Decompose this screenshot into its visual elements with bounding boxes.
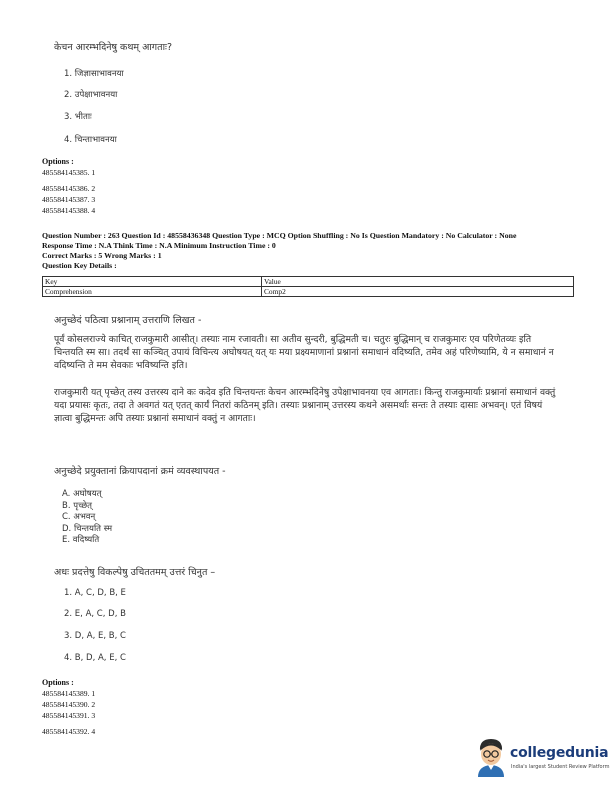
table-cell-key: Comprehension (43, 287, 262, 297)
table-header-key: Key (43, 277, 262, 287)
choice-3: 3. भीताः (64, 112, 92, 122)
meta-line-2: Response Time : N.A Think Time : N.A Minimum Instruction Time : 0 (42, 241, 276, 250)
logo-tagline: India's largest Student Review Platform (511, 764, 610, 770)
answer-choice-1: 1. A, C, D, B, E (64, 588, 126, 598)
table-header-value: Value (262, 277, 574, 287)
option-id-4: 485584145392. 4 (42, 727, 96, 736)
ordering-item-c: C. अभवन् (62, 512, 96, 522)
option-id-2: 485584145390. 2 (42, 700, 96, 709)
passage-instruction: अनुच्छेदं पठित्वा प्रश्नानाम् उत्तराणि लिखत - (54, 315, 202, 326)
option-id-3: 485584145391. 3 (42, 711, 96, 720)
answer-prompt: अधः प्रदत्तेषु विकल्पेषु उचिततमम् उत्तरं चिनुत – (54, 567, 216, 578)
passage-paragraph-2: राजकुमारी यत् पृच्छेत् तस्य उत्तरस्य दाने कः कदेव इति चिन्तयन्तः केचन आरम्भदिनेषु उपेक्षाभावनया एव आगताः। किन्तु राजकुमार्याः प्रश्नानां समाधानं वक्तुं यदा प्रयासः कृतः, तदा ते अवगतं यत् एतत् कार्यं नितरां कठिनम् इति। तस्याः प्रश्नानाम् उत्तरस्य कथने असमर्थाः सन्तः ते तस्याः दासाः अभवन्। एतं विषयं ज्ञात्वा बुद्धिमन्तः अपि तस्याः प्रश्नानां समाधानं वक्तुं न आगताः। (54, 387, 556, 424)
meta-line-1: Question Number : 263 Question Id : 48558436348 Question Type : MCQ Option Shuffling : No Is Question Mandatory : No Calculator : None (42, 231, 517, 240)
table-row (43, 277, 574, 287)
ordering-item-b: B. पृच्छेत् (62, 500, 92, 511)
options-label: Options : (42, 678, 74, 687)
student-mascot-icon (474, 737, 508, 777)
meta-line-3: Correct Marks : 5 Wrong Marks : 1 (42, 251, 162, 260)
table-row (43, 287, 574, 297)
choice-2: 2. उपेक्षाभावनया (64, 90, 118, 100)
ordering-list (62, 489, 112, 547)
answer-choice-2: 2. E, A, C, D, B (64, 609, 126, 619)
table-cell-value: Comp2 (262, 287, 574, 297)
choice-1: 1. जिज्ञासाभावनया (64, 69, 124, 79)
question-instruction: अनुच्छेदे प्रयुक्तानां क्रियापदानां क्रमं व्यवस्थापयत - (54, 466, 226, 477)
meta-line-4: Question Key Details : (42, 261, 117, 270)
option-id-4: 485584145388. 4 (42, 206, 96, 215)
ordering-item-e: E. वदिष्यति (62, 535, 100, 545)
question-text: केचन आरम्भदिनेषु कथम् आगताः? (54, 42, 172, 53)
key-details-table (42, 276, 574, 297)
answer-choice-3: 3. D, A, E, B, C (64, 631, 126, 641)
option-id-1: 485584145389. 1 (42, 689, 96, 698)
question-meta (42, 231, 516, 271)
option-id-1: 485584145385. 1 (42, 168, 96, 177)
options-label: Options : (42, 157, 74, 166)
option-id-2: 485584145386. 2 (42, 184, 96, 193)
ordering-item-a: A. अघोषयत् (62, 489, 102, 499)
option-id-3: 485584145387. 3 (42, 195, 96, 204)
answer-choice-4: 4. B, D, A, E, C (64, 653, 126, 663)
logo-wordmark: collegedunia (510, 745, 609, 761)
choice-4: 4. चिन्ताभावनया (64, 135, 117, 145)
collegedunia-logo (474, 737, 610, 777)
passage-paragraph-1: पूर्वं कोसलराज्ये काचित् राजकुमारी आसीत्। तस्याः नाम रजावती। सा अतीव सुन्दरी, बुद्धिमती च। चतुरः बुद्धिमान् च राजकुमारः एव परिणेतव्यः इति चिन्तयति स्म सा। तदर्थं सा कञ्चित् उपायं विचिन्त्य अघोषयत् यत् यः मया प्रक्ष्यमाणानां प्रश्नानां समाधानं वदिष्यति, तमेव अहं परिणेष्यामि, ये न समाधानं न वदिष्यन्ति ते मम सेवकाः भविष्यन्ति इति। (54, 334, 554, 371)
ordering-item-d: D. चिन्तयति स्म (62, 523, 113, 534)
